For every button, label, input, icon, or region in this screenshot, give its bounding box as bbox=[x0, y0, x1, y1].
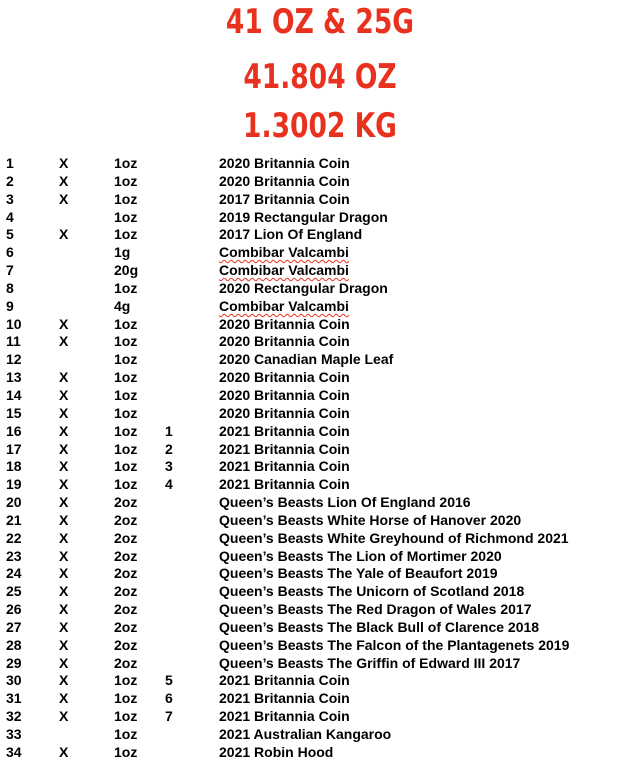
owned-mark: X bbox=[59, 369, 69, 386]
item-number: 23 bbox=[6, 547, 22, 564]
owned-mark: X bbox=[59, 547, 69, 564]
item-weight: 1oz bbox=[114, 476, 138, 493]
item-name: Queen’s Beasts White Greyhound of Richmond 2021 bbox=[219, 529, 569, 546]
owned-mark: X bbox=[59, 422, 69, 439]
item-weight: 2oz bbox=[114, 654, 138, 671]
item-name: Queen’s Beasts The Red Dragon of Wales 2017 bbox=[219, 601, 532, 618]
item-name: 2021 Britannia Coin bbox=[219, 458, 350, 475]
list-item bbox=[0, 423, 640, 441]
item-number: 4 bbox=[6, 208, 14, 225]
owned-mark: X bbox=[59, 494, 69, 511]
item-number: 22 bbox=[6, 529, 22, 546]
item-number: 14 bbox=[6, 386, 22, 403]
item-number: 3 bbox=[6, 190, 14, 207]
item-weight: 2oz bbox=[114, 494, 138, 511]
list-item bbox=[0, 583, 640, 601]
item-number: 26 bbox=[6, 601, 22, 618]
item-number: 7 bbox=[6, 262, 14, 279]
item-weight: 1oz bbox=[114, 708, 138, 725]
item-number: 24 bbox=[6, 565, 22, 582]
item-weight: 20g bbox=[114, 262, 139, 279]
sequence-number: 4 bbox=[165, 476, 173, 493]
owned-mark: X bbox=[59, 654, 69, 671]
item-name: 2020 Britannia Coin bbox=[219, 404, 350, 421]
item-weight: 2oz bbox=[114, 601, 138, 618]
list-item bbox=[0, 333, 640, 351]
item-name: 2021 Robin Hood bbox=[219, 743, 334, 760]
item-weight: 2oz bbox=[114, 618, 138, 635]
item-weight: 1oz bbox=[114, 190, 138, 207]
list-item bbox=[0, 601, 640, 619]
list-item bbox=[0, 476, 640, 494]
item-weight: 1oz bbox=[114, 458, 138, 475]
list-item bbox=[0, 494, 640, 512]
item-weight: 1oz bbox=[114, 351, 138, 368]
list-item bbox=[0, 369, 640, 387]
sequence-number: 2 bbox=[165, 440, 173, 457]
list-item bbox=[0, 548, 640, 566]
item-name: Combibar Valcambi bbox=[219, 297, 349, 314]
item-number: 31 bbox=[6, 690, 22, 707]
list-item bbox=[0, 226, 640, 244]
list-item bbox=[0, 458, 640, 476]
list-item bbox=[0, 726, 640, 744]
item-weight: 1oz bbox=[114, 672, 138, 689]
item-name: 2017 Britannia Coin bbox=[219, 190, 350, 207]
item-weight: 1oz bbox=[114, 369, 138, 386]
item-number: 32 bbox=[6, 708, 22, 725]
owned-mark: X bbox=[59, 618, 69, 635]
item-name: Queen’s Beasts Lion Of England 2016 bbox=[219, 494, 471, 511]
list-item bbox=[0, 244, 640, 262]
item-number: 17 bbox=[6, 440, 22, 457]
item-weight: 2oz bbox=[114, 636, 138, 653]
sequence-number: 3 bbox=[165, 458, 173, 475]
item-weight: 1oz bbox=[114, 208, 138, 225]
list-item bbox=[0, 209, 640, 227]
item-name: Queen’s Beasts White Horse of Hanover 2020 bbox=[219, 511, 522, 528]
item-number: 2 bbox=[6, 172, 14, 189]
owned-mark: X bbox=[59, 476, 69, 493]
item-weight: 2oz bbox=[114, 583, 138, 600]
list-item bbox=[0, 512, 640, 530]
item-name: Combibar Valcambi bbox=[219, 262, 349, 279]
item-name: 2021 Britannia Coin bbox=[219, 476, 350, 493]
item-weight: 1oz bbox=[114, 726, 138, 742]
item-name: 2020 Britannia Coin bbox=[219, 369, 350, 386]
item-name: 2020 Britannia Coin bbox=[219, 386, 350, 403]
item-name: Queen’s Beasts The Yale of Beaufort 2019 bbox=[219, 565, 498, 582]
owned-mark: X bbox=[59, 601, 69, 618]
list-item bbox=[0, 672, 640, 690]
list-item bbox=[0, 565, 640, 583]
item-list bbox=[0, 155, 640, 762]
item-weight: 1oz bbox=[114, 422, 138, 439]
item-name: Queen’s Beasts The Griffin of Edward III 2017 bbox=[219, 654, 521, 671]
item-number: 20 bbox=[6, 494, 22, 511]
item-weight: 1oz bbox=[114, 315, 138, 332]
item-weight: 1oz bbox=[114, 155, 138, 171]
sequence-number: 7 bbox=[165, 708, 173, 725]
item-number: 8 bbox=[6, 279, 14, 296]
item-name: 2021 Britannia Coin bbox=[219, 672, 350, 689]
item-weight: 1oz bbox=[114, 226, 138, 243]
item-number: 11 bbox=[6, 333, 21, 350]
item-weight: 1oz bbox=[114, 743, 138, 760]
list-item bbox=[0, 262, 640, 280]
item-name: Queen’s Beasts The Lion of Mortimer 2020 bbox=[219, 547, 502, 564]
list-item bbox=[0, 690, 640, 708]
item-weight: 1g bbox=[114, 244, 131, 261]
owned-mark: X bbox=[59, 690, 69, 707]
item-number: 21 bbox=[6, 511, 22, 528]
item-name: 2021 Britannia Coin bbox=[219, 708, 350, 725]
item-weight: 1oz bbox=[114, 172, 138, 189]
list-item bbox=[0, 655, 640, 673]
list-item bbox=[0, 280, 640, 298]
item-number: 12 bbox=[6, 351, 22, 368]
item-weight: 1oz bbox=[114, 279, 138, 296]
list-item bbox=[0, 298, 640, 316]
item-number: 25 bbox=[6, 583, 22, 600]
owned-mark: X bbox=[59, 404, 69, 421]
item-weight: 1oz bbox=[114, 440, 138, 457]
list-item bbox=[0, 173, 640, 191]
item-number: 29 bbox=[6, 654, 22, 671]
sequence-number: 6 bbox=[165, 690, 173, 707]
item-name: 2021 Britannia Coin bbox=[219, 690, 350, 707]
item-name: 2020 Britannia Coin bbox=[219, 155, 350, 171]
sequence-number: 5 bbox=[165, 672, 173, 689]
list-item bbox=[0, 619, 640, 637]
sequence-number: 1 bbox=[165, 422, 173, 439]
owned-mark: X bbox=[59, 226, 69, 243]
item-name: 2020 Britannia Coin bbox=[219, 315, 350, 332]
list-item bbox=[0, 316, 640, 334]
item-number: 18 bbox=[6, 458, 22, 475]
owned-mark: X bbox=[59, 708, 69, 725]
owned-mark: X bbox=[59, 155, 69, 171]
owned-mark: X bbox=[59, 511, 69, 528]
total-oz: 41.804 OZ bbox=[243, 57, 397, 97]
item-name: 2021 Britannia Coin bbox=[219, 422, 350, 439]
item-number: 33 bbox=[6, 726, 22, 742]
item-weight: 2oz bbox=[114, 529, 138, 546]
item-number: 13 bbox=[6, 369, 22, 386]
owned-mark: X bbox=[59, 315, 69, 332]
owned-mark: X bbox=[59, 565, 69, 582]
owned-mark: X bbox=[59, 440, 69, 457]
item-name: 2020 Canadian Maple Leaf bbox=[219, 351, 394, 368]
list-item bbox=[0, 744, 640, 762]
list-item bbox=[0, 351, 640, 369]
list-item bbox=[0, 191, 640, 209]
list-item bbox=[0, 708, 640, 726]
item-weight: 1oz bbox=[114, 386, 138, 403]
owned-mark: X bbox=[59, 672, 69, 689]
item-number: 27 bbox=[6, 618, 22, 635]
item-number: 30 bbox=[6, 672, 22, 689]
list-item bbox=[0, 637, 640, 655]
owned-mark: X bbox=[59, 529, 69, 546]
item-name: 2017 Lion Of England bbox=[219, 226, 363, 243]
item-number: 5 bbox=[6, 226, 14, 243]
item-name: 2019 Rectangular Dragon bbox=[219, 208, 388, 225]
item-weight: 2oz bbox=[114, 547, 138, 564]
item-name: Combibar Valcambi bbox=[219, 244, 349, 261]
owned-mark: X bbox=[59, 458, 69, 475]
item-number: 1 bbox=[6, 155, 14, 171]
list-item bbox=[0, 405, 640, 423]
item-name: Queen’s Beasts The Black Bull of Clarence 2018 bbox=[219, 618, 540, 635]
item-number: 34 bbox=[6, 743, 22, 760]
owned-mark: X bbox=[59, 172, 69, 189]
list-item bbox=[0, 530, 640, 548]
item-name: 2020 Britannia Coin bbox=[219, 172, 350, 189]
total-oz-grams: 41 OZ & 25G bbox=[225, 2, 415, 42]
total-kg: 1.3002 KG bbox=[243, 106, 397, 146]
item-number: 10 bbox=[6, 315, 22, 332]
owned-mark: X bbox=[59, 386, 69, 403]
item-weight: 1oz bbox=[114, 404, 138, 421]
item-name: Queen’s Beasts The Unicorn of Scotland 2018 bbox=[219, 583, 525, 600]
item-name: 2021 Britannia Coin bbox=[219, 440, 350, 457]
owned-mark: X bbox=[59, 333, 69, 350]
item-number: 9 bbox=[6, 297, 14, 314]
item-weight: 2oz bbox=[114, 565, 138, 582]
item-weight: 1oz bbox=[114, 333, 138, 350]
item-number: 6 bbox=[6, 244, 14, 261]
list-item bbox=[0, 441, 640, 459]
item-number: 28 bbox=[6, 636, 22, 653]
item-weight: 2oz bbox=[114, 511, 138, 528]
item-number: 15 bbox=[6, 404, 22, 421]
owned-mark: X bbox=[59, 636, 69, 653]
item-name: Queen’s Beasts The Falcon of the Plantagenets 2019 bbox=[219, 636, 570, 653]
owned-mark: X bbox=[59, 583, 69, 600]
item-weight: 4g bbox=[114, 297, 131, 314]
item-name: 2020 Rectangular Dragon bbox=[219, 279, 388, 296]
owned-mark: X bbox=[59, 190, 69, 207]
item-number: 16 bbox=[6, 422, 22, 439]
list-item bbox=[0, 155, 640, 173]
item-name: 2021 Australian Kangaroo bbox=[219, 726, 392, 742]
item-number: 19 bbox=[6, 476, 22, 493]
list-item bbox=[0, 387, 640, 405]
item-weight: 1oz bbox=[114, 690, 138, 707]
owned-mark: X bbox=[59, 743, 69, 760]
item-name: 2020 Britannia Coin bbox=[219, 333, 350, 350]
